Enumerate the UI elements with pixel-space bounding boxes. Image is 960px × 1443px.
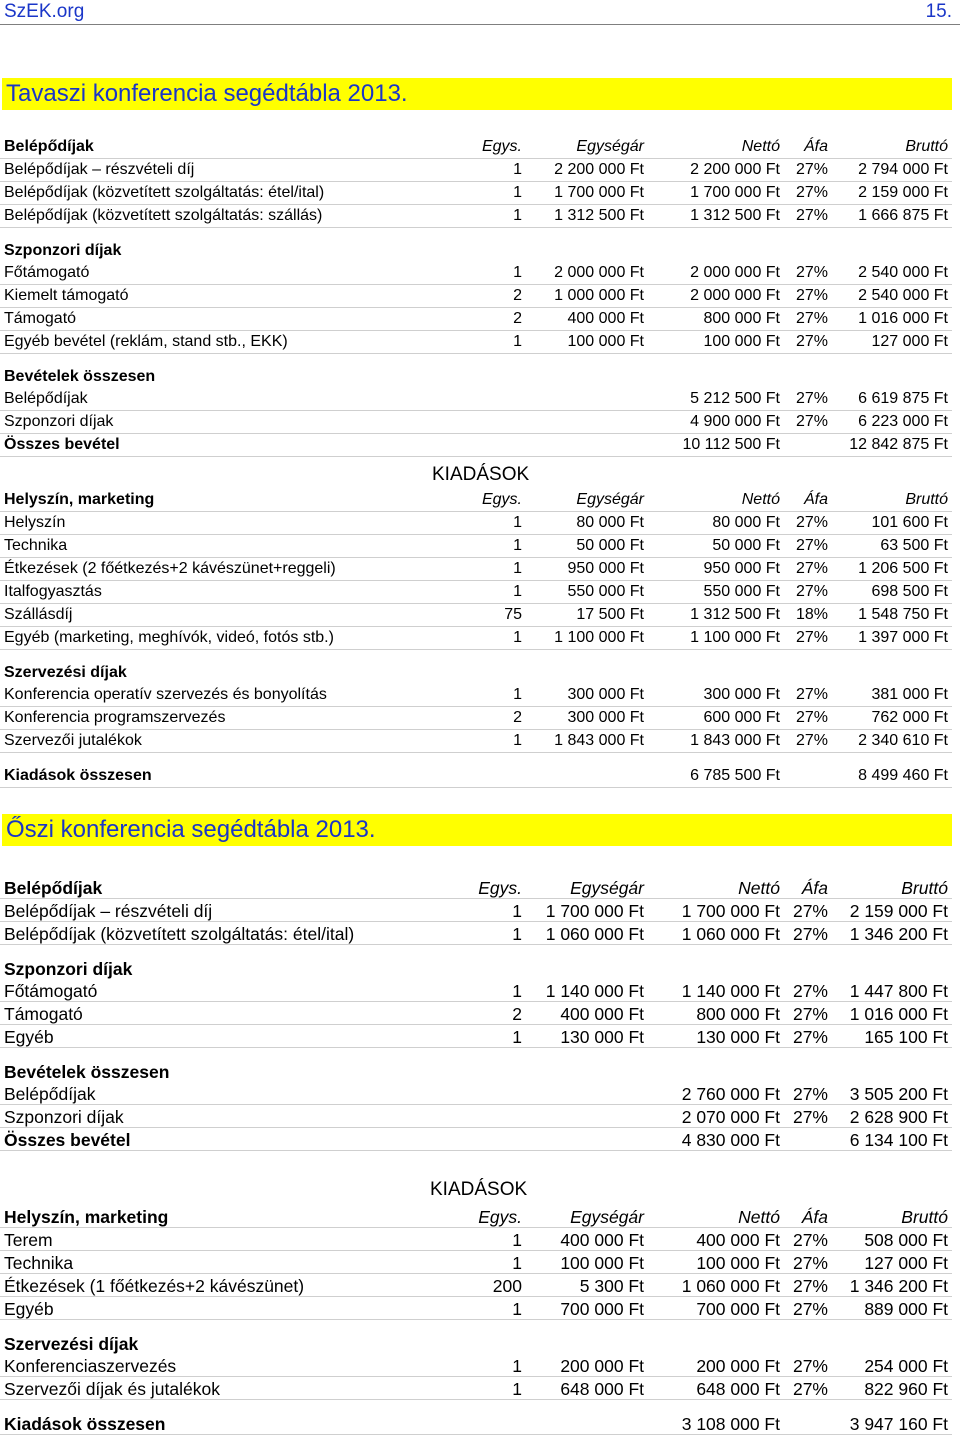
table-row bbox=[0, 1002, 952, 1025]
col-unit-header: Egységár bbox=[570, 878, 644, 898]
item-qty: 1 bbox=[512, 1379, 522, 1399]
item-qty: 1 bbox=[512, 1230, 522, 1250]
item-qty: 1 bbox=[512, 924, 522, 944]
item-unit-price: 648 000 Ft bbox=[560, 1379, 644, 1399]
section-title-row bbox=[0, 957, 952, 979]
item-unit-price: 1 060 000 Ft bbox=[545, 924, 644, 944]
section-title: Helyszín, marketing bbox=[4, 491, 155, 508]
item-net: 648 000 Ft bbox=[696, 1379, 780, 1399]
autumn-expenses-heading: KIADÁSOK bbox=[430, 1179, 528, 1200]
section-title: Szponzori díjak bbox=[4, 959, 133, 979]
table-row bbox=[0, 1228, 952, 1251]
item-name: Belépődíjak (közvetített szolgáltatás: étel/ital) bbox=[4, 184, 325, 201]
section-title-row bbox=[0, 1332, 952, 1354]
table-row bbox=[0, 262, 952, 285]
column-header-row bbox=[0, 136, 952, 159]
total-name: Kiadások összesen bbox=[4, 767, 152, 784]
col-qty-header: Egys. bbox=[481, 491, 522, 508]
item-gross: 2 794 000 Ft bbox=[858, 161, 948, 178]
item-vat: 27% bbox=[795, 207, 828, 224]
total-name: Kiadások összesen bbox=[4, 1414, 166, 1434]
item-unit-price: 1 700 000 Ft bbox=[554, 184, 644, 201]
item-vat: 27% bbox=[792, 1356, 828, 1376]
item-name: Kiemelt támogató bbox=[4, 287, 129, 304]
item-qty: 1 bbox=[513, 583, 522, 600]
item-unit-price: 1 140 000 Ft bbox=[545, 981, 644, 1001]
item-name: Italfogyasztás bbox=[4, 583, 102, 600]
section-title: Szponzori díjak bbox=[4, 242, 122, 259]
item-vat: 27% bbox=[795, 310, 828, 327]
item-name: Szervezői díjak és jutalékok bbox=[4, 1379, 220, 1399]
item-unit-price: 400 000 Ft bbox=[567, 310, 644, 327]
item-unit-price: 300 000 Ft bbox=[567, 686, 644, 703]
table-row bbox=[0, 308, 952, 331]
item-gross: 165 100 Ft bbox=[864, 1027, 948, 1047]
item-unit-price: 2 200 000 Ft bbox=[554, 161, 644, 178]
item-vat: 27% bbox=[792, 901, 828, 921]
item-gross: 1 206 500 Ft bbox=[858, 560, 948, 577]
item-net: 700 000 Ft bbox=[696, 1299, 780, 1319]
page-header bbox=[0, 0, 960, 25]
item-net: 600 000 Ft bbox=[703, 709, 780, 726]
item-unit-price: 300 000 Ft bbox=[567, 709, 644, 726]
item-name: Konferenciaszervezés bbox=[4, 1356, 177, 1376]
item-net: 800 000 Ft bbox=[703, 310, 780, 327]
item-net: 1 060 000 Ft bbox=[681, 1276, 780, 1296]
item-net: 2 200 000 Ft bbox=[690, 161, 780, 178]
item-name: Belépődíjak (közvetített szolgáltatás: szállás) bbox=[4, 207, 323, 224]
table-row bbox=[0, 159, 952, 182]
summary-name: Belépődíjak bbox=[4, 390, 88, 407]
item-vat: 27% bbox=[795, 583, 828, 600]
item-net: 2 000 000 Ft bbox=[690, 287, 780, 304]
item-unit-price: 5 300 Ft bbox=[579, 1276, 644, 1296]
item-gross: 1 346 200 Ft bbox=[849, 1276, 948, 1296]
item-qty: 2 bbox=[513, 310, 522, 327]
total-row bbox=[0, 434, 952, 457]
item-vat: 27% bbox=[792, 1276, 828, 1296]
item-name: Étkezések (1 főétkezés+2 kávészünet) bbox=[4, 1276, 305, 1296]
col-net-header: Nettó bbox=[741, 491, 780, 508]
spring-title: Tavaszi konferencia segédtábla 2013. bbox=[2, 78, 952, 110]
col-unit-header: Egységár bbox=[576, 491, 644, 508]
total-net: 6 785 500 Ft bbox=[690, 767, 780, 784]
item-net: 130 000 Ft bbox=[696, 1027, 780, 1047]
col-gross-header: Bruttó bbox=[905, 138, 948, 155]
total-name: Összes bevétel bbox=[4, 1130, 131, 1150]
spring-expenses-table bbox=[0, 489, 952, 788]
item-qty: 2 bbox=[513, 709, 522, 726]
total-net: 10 112 500 Ft bbox=[682, 436, 780, 453]
item-gross: 2 540 000 Ft bbox=[858, 287, 948, 304]
item-name: Egyéb (marketing, meghívók, videó, fotós stb.) bbox=[4, 629, 334, 646]
item-name: Technika bbox=[4, 537, 68, 554]
item-vat: 27% bbox=[795, 686, 828, 703]
item-name: Szervezői jutalékok bbox=[4, 732, 142, 749]
col-qty-header: Egys. bbox=[481, 138, 522, 155]
item-gross: 381 000 Ft bbox=[871, 686, 948, 703]
item-net: 100 000 Ft bbox=[696, 1253, 780, 1273]
summary-name: Szponzori díjak bbox=[4, 413, 114, 430]
item-vat: 27% bbox=[795, 184, 828, 201]
item-qty: 1 bbox=[513, 161, 522, 178]
item-name: Helyszín bbox=[4, 514, 66, 531]
item-gross: 127 000 Ft bbox=[864, 1253, 948, 1273]
item-net: 100 000 Ft bbox=[703, 333, 780, 350]
item-net: 1 700 000 Ft bbox=[690, 184, 780, 201]
item-gross: 2 159 000 Ft bbox=[858, 184, 948, 201]
item-net: 1 312 500 Ft bbox=[690, 207, 780, 224]
item-qty: 200 bbox=[492, 1276, 522, 1296]
item-name: Terem bbox=[4, 1230, 53, 1250]
item-gross: 1 016 000 Ft bbox=[858, 310, 948, 327]
item-unit-price: 550 000 Ft bbox=[567, 583, 644, 600]
item-qty: 2 bbox=[513, 287, 522, 304]
item-vat: 27% bbox=[795, 537, 828, 554]
col-gross-header: Bruttó bbox=[901, 878, 948, 898]
table-row bbox=[0, 1274, 952, 1297]
item-name: Technika bbox=[4, 1253, 74, 1273]
section-title: Bevételek összesen bbox=[4, 1062, 170, 1082]
summary-name: Szponzori díjak bbox=[4, 1107, 124, 1127]
table-row bbox=[0, 535, 952, 558]
item-vat: 27% bbox=[795, 732, 828, 749]
site-name: SzEK.org bbox=[4, 1, 85, 22]
item-gross: 2 540 000 Ft bbox=[858, 264, 948, 281]
col-unit-header: Egységár bbox=[570, 1207, 644, 1227]
section-title: Szervezési díjak bbox=[4, 1334, 139, 1354]
table-row bbox=[0, 1251, 952, 1274]
table-row bbox=[0, 627, 952, 650]
item-qty: 1 bbox=[512, 1299, 522, 1319]
item-vat: 27% bbox=[792, 1253, 828, 1273]
item-unit-price: 2 000 000 Ft bbox=[554, 264, 644, 281]
item-qty: 1 bbox=[513, 514, 522, 531]
item-gross: 1 397 000 Ft bbox=[858, 629, 948, 646]
item-name: Belépődíjak – részvételi díj bbox=[4, 161, 195, 178]
summary-net: 4 900 000 Ft bbox=[690, 413, 780, 430]
item-name: Támogató bbox=[4, 1004, 83, 1024]
section-title: Helyszín, marketing bbox=[4, 1207, 169, 1227]
item-name: Egyéb bbox=[4, 1027, 54, 1047]
item-gross: 508 000 Ft bbox=[864, 1230, 948, 1250]
item-vat: 27% bbox=[795, 629, 828, 646]
summary-gross: 6 223 000 Ft bbox=[858, 413, 948, 430]
table-row bbox=[0, 730, 952, 753]
summary-row bbox=[0, 388, 952, 411]
table-row bbox=[0, 558, 952, 581]
summary-net: 2 760 000 Ft bbox=[681, 1084, 780, 1104]
item-vat: 27% bbox=[795, 161, 828, 178]
item-qty: 1 bbox=[512, 1356, 522, 1376]
item-vat: 27% bbox=[795, 514, 828, 531]
table-row bbox=[0, 1354, 952, 1377]
item-unit-price: 1 100 000 Ft bbox=[554, 629, 644, 646]
item-vat: 27% bbox=[792, 1004, 828, 1024]
summary-net: 5 212 500 Ft bbox=[690, 390, 780, 407]
item-qty: 1 bbox=[512, 981, 522, 1001]
item-vat: 27% bbox=[795, 333, 828, 350]
item-gross: 698 500 Ft bbox=[871, 583, 948, 600]
item-qty: 1 bbox=[513, 629, 522, 646]
col-vat-header: Áfa bbox=[801, 1207, 828, 1227]
autumn-income-table bbox=[0, 876, 952, 1151]
table-row bbox=[0, 581, 952, 604]
item-gross: 254 000 Ft bbox=[864, 1356, 948, 1376]
item-gross: 127 000 Ft bbox=[871, 333, 948, 350]
item-net: 800 000 Ft bbox=[696, 1004, 780, 1024]
item-name: Egyéb bbox=[4, 1299, 54, 1319]
table-row bbox=[0, 1297, 952, 1320]
table-row bbox=[0, 922, 952, 945]
summary-row bbox=[0, 411, 952, 434]
item-vat: 27% bbox=[795, 709, 828, 726]
col-vat-header: Áfa bbox=[803, 138, 828, 155]
section-title: Belépődíjak bbox=[4, 878, 103, 898]
item-net: 200 000 Ft bbox=[696, 1356, 780, 1376]
item-name: Belépődíjak – részvételi díj bbox=[4, 901, 213, 921]
summary-net: 2 070 000 Ft bbox=[681, 1107, 780, 1127]
item-net: 1 060 000 Ft bbox=[681, 924, 780, 944]
item-gross: 1 666 875 Ft bbox=[858, 207, 948, 224]
table-row bbox=[0, 707, 952, 730]
item-vat: 27% bbox=[792, 1230, 828, 1250]
total-row bbox=[0, 1128, 952, 1151]
item-unit-price: 200 000 Ft bbox=[560, 1356, 644, 1376]
item-unit-price: 1 312 500 Ft bbox=[554, 207, 644, 224]
item-name: Egyéb bevétel (reklám, stand stb., EKK) bbox=[4, 333, 288, 350]
section-title: Szervezési díjak bbox=[4, 664, 127, 681]
item-gross: 1 346 200 Ft bbox=[849, 924, 948, 944]
total-gross: 6 134 100 Ft bbox=[849, 1130, 948, 1150]
item-gross: 1 548 750 Ft bbox=[858, 606, 948, 623]
item-net: 300 000 Ft bbox=[703, 686, 780, 703]
col-net-header: Nettó bbox=[738, 878, 780, 898]
section-title: Bevételek összesen bbox=[4, 368, 156, 385]
spring-income-table bbox=[0, 136, 952, 457]
summary-name: Belépődíjak bbox=[4, 1084, 96, 1104]
item-unit-price: 100 000 Ft bbox=[560, 1253, 644, 1273]
table-row bbox=[0, 285, 952, 308]
summary-gross: 6 619 875 Ft bbox=[858, 390, 948, 407]
item-name: Konferencia programszervezés bbox=[4, 709, 226, 726]
table-row bbox=[0, 512, 952, 535]
table-row bbox=[0, 182, 952, 205]
section-title-row bbox=[0, 366, 952, 388]
item-net: 2 000 000 Ft bbox=[690, 264, 780, 281]
summary-row bbox=[0, 1082, 952, 1105]
table-row bbox=[0, 1025, 952, 1048]
total-gross: 12 842 875 Ft bbox=[849, 436, 948, 453]
item-qty: 2 bbox=[512, 1004, 522, 1024]
item-qty: 1 bbox=[513, 333, 522, 350]
col-unit-header: Egységár bbox=[576, 138, 644, 155]
table-row bbox=[0, 899, 952, 922]
item-gross: 63 500 Ft bbox=[880, 537, 948, 554]
item-unit-price: 130 000 Ft bbox=[560, 1027, 644, 1047]
item-unit-price: 50 000 Ft bbox=[576, 537, 644, 554]
column-header-row bbox=[0, 876, 952, 899]
item-gross: 101 600 Ft bbox=[871, 514, 948, 531]
summary-gross: 2 628 900 Ft bbox=[849, 1107, 948, 1127]
item-unit-price: 400 000 Ft bbox=[560, 1004, 644, 1024]
col-qty-header: Egys. bbox=[478, 1207, 522, 1227]
item-unit-price: 80 000 Ft bbox=[576, 514, 644, 531]
section-title: Belépődíjak bbox=[4, 138, 94, 155]
col-qty-header: Egys. bbox=[478, 878, 522, 898]
item-unit-price: 100 000 Ft bbox=[567, 333, 644, 350]
item-unit-price: 400 000 Ft bbox=[560, 1230, 644, 1250]
item-qty: 1 bbox=[513, 207, 522, 224]
item-vat: 27% bbox=[792, 1379, 828, 1399]
table-row bbox=[0, 604, 952, 627]
page-number: 15. bbox=[925, 1, 952, 22]
section-title-row bbox=[0, 1060, 952, 1082]
total-net: 3 108 000 Ft bbox=[681, 1414, 780, 1434]
item-qty: 1 bbox=[512, 1027, 522, 1047]
item-vat: 27% bbox=[792, 924, 828, 944]
item-unit-price: 1 843 000 Ft bbox=[554, 732, 644, 749]
column-header-row bbox=[0, 1205, 952, 1228]
table-row bbox=[0, 205, 952, 228]
item-qty: 1 bbox=[512, 1253, 522, 1273]
item-qty: 1 bbox=[513, 184, 522, 201]
summary-vat: 27% bbox=[792, 1107, 828, 1127]
item-vat: 18% bbox=[795, 606, 828, 623]
item-qty: 1 bbox=[513, 264, 522, 281]
item-unit-price: 950 000 Ft bbox=[567, 560, 644, 577]
item-gross: 2 159 000 Ft bbox=[849, 901, 948, 921]
item-net: 950 000 Ft bbox=[703, 560, 780, 577]
col-vat-header: Áfa bbox=[801, 878, 828, 898]
item-net: 1 700 000 Ft bbox=[681, 901, 780, 921]
item-qty: 1 bbox=[513, 537, 522, 554]
column-header-row bbox=[0, 489, 952, 512]
item-name: Étkezések (2 főétkezés+2 kávészünet+reggeli) bbox=[4, 560, 336, 577]
table-row bbox=[0, 684, 952, 707]
item-gross: 762 000 Ft bbox=[871, 709, 948, 726]
item-vat: 27% bbox=[795, 560, 828, 577]
item-vat: 27% bbox=[795, 264, 828, 281]
col-gross-header: Bruttó bbox=[905, 491, 948, 508]
table-row bbox=[0, 979, 952, 1002]
total-gross: 3 947 160 Ft bbox=[849, 1414, 948, 1434]
total-row bbox=[0, 765, 952, 788]
autumn-expenses-table bbox=[0, 1205, 952, 1435]
col-net-header: Nettó bbox=[741, 138, 780, 155]
item-net: 1 312 500 Ft bbox=[690, 606, 780, 623]
autumn-title: Őszi konferencia segédtábla 2013. bbox=[2, 814, 952, 846]
total-row bbox=[0, 1412, 952, 1435]
col-net-header: Nettó bbox=[738, 1207, 780, 1227]
item-name: Belépődíjak (közvetített szolgáltatás: étel/ital) bbox=[4, 924, 355, 944]
total-gross: 8 499 460 Ft bbox=[858, 767, 948, 784]
total-net: 4 830 000 Ft bbox=[681, 1130, 780, 1150]
item-unit-price: 700 000 Ft bbox=[560, 1299, 644, 1319]
item-name: Főtámogató bbox=[4, 981, 98, 1001]
item-net: 400 000 Ft bbox=[696, 1230, 780, 1250]
item-vat: 27% bbox=[795, 287, 828, 304]
item-gross: 1 016 000 Ft bbox=[849, 1004, 948, 1024]
item-unit-price: 17 500 Ft bbox=[576, 606, 644, 623]
item-gross: 2 340 610 Ft bbox=[858, 732, 948, 749]
section-title-row bbox=[0, 662, 952, 684]
item-name: Szállásdíj bbox=[4, 606, 73, 623]
item-name: Konferencia operatív szervezés és bonyolítás bbox=[4, 686, 327, 703]
table-row bbox=[0, 331, 952, 354]
summary-gross: 3 505 200 Ft bbox=[849, 1084, 948, 1104]
item-qty: 1 bbox=[513, 560, 522, 577]
item-unit-price: 1 700 000 Ft bbox=[545, 901, 644, 921]
item-net: 550 000 Ft bbox=[703, 583, 780, 600]
item-net: 1 843 000 Ft bbox=[690, 732, 780, 749]
summary-row bbox=[0, 1105, 952, 1128]
item-name: Főtámogató bbox=[4, 264, 90, 281]
item-qty: 1 bbox=[513, 732, 522, 749]
summary-vat: 27% bbox=[792, 1084, 828, 1104]
item-net: 50 000 Ft bbox=[712, 537, 780, 554]
item-gross: 822 960 Ft bbox=[864, 1379, 948, 1399]
summary-vat: 27% bbox=[795, 390, 828, 407]
col-gross-header: Bruttó bbox=[901, 1207, 948, 1227]
item-gross: 1 447 800 Ft bbox=[849, 981, 948, 1001]
item-qty: 1 bbox=[513, 686, 522, 703]
item-net: 80 000 Ft bbox=[712, 514, 780, 531]
item-vat: 27% bbox=[792, 981, 828, 1001]
item-qty: 1 bbox=[512, 901, 522, 921]
total-name: Összes bevétel bbox=[4, 436, 120, 453]
item-net: 1 140 000 Ft bbox=[681, 981, 780, 1001]
item-qty: 75 bbox=[504, 606, 522, 623]
item-gross: 889 000 Ft bbox=[864, 1299, 948, 1319]
table-row bbox=[0, 1377, 952, 1400]
section-title-row bbox=[0, 240, 952, 262]
spring-expenses-heading: KIADÁSOK bbox=[432, 464, 530, 485]
summary-vat: 27% bbox=[795, 413, 828, 430]
item-name: Támogató bbox=[4, 310, 77, 327]
col-vat-header: Áfa bbox=[803, 491, 828, 508]
item-vat: 27% bbox=[792, 1299, 828, 1319]
item-vat: 27% bbox=[792, 1027, 828, 1047]
item-unit-price: 1 000 000 Ft bbox=[554, 287, 644, 304]
item-net: 1 100 000 Ft bbox=[690, 629, 780, 646]
